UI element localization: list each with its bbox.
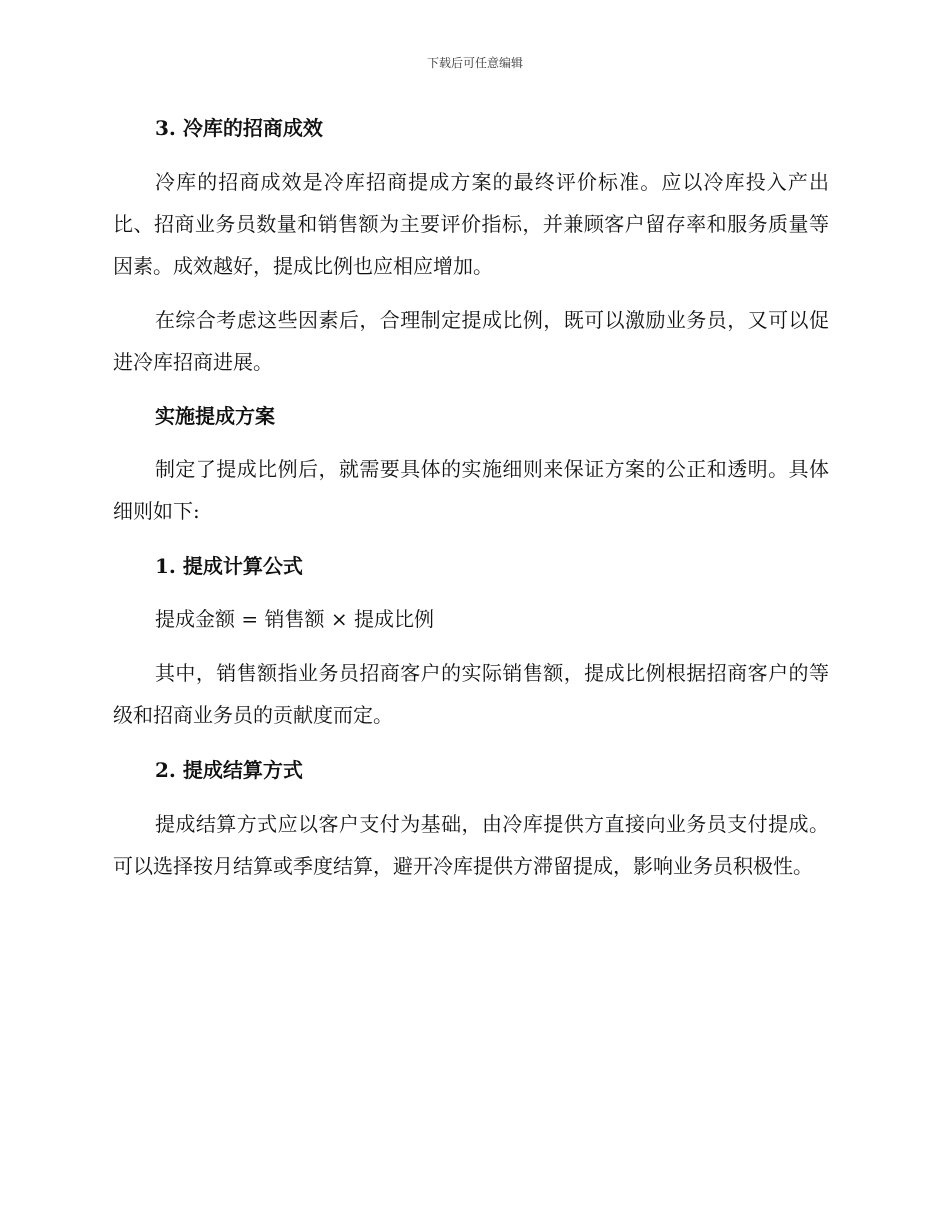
paragraph-results-conclusion: 在综合考虑这些因素后，合理制定提成比例，既可以激励业务员，又可以促进冷库招商进展。	[113, 308, 829, 374]
paragraph-implementation-intro: 制定了提成比例后，就需要具体的实施细则来保证方案的公正和透明。具体细则如下:	[113, 457, 829, 523]
page-header: 下载后可任意编辑	[426, 56, 523, 70]
section-heading-settlement: 2. 提成结算方式	[155, 758, 303, 782]
paragraph-results-criteria: 冷库的招商成效是冷库招商提成方案的最终评价标准。应以冷库投入产出比、招商业务员数量和销售额为主要评价指标，并兼顾客户留存率和服务质量等因素。成效越好，提成比例也应相应增加。	[113, 170, 829, 278]
section-heading-results: 3. 冷库的招商成效	[155, 116, 323, 140]
section-heading-formula: 1. 提成计算公式	[155, 554, 303, 578]
formula-line: 提成金额 = 销售额 × 提成比例	[155, 607, 434, 631]
paragraph-settlement-method: 提成结算方式应以客户支付为基础，由冷库提供方直接向业务员支付提成。可以选择按月结算或季度结算，避开冷库提供方滞留提成，影响业务员积极性。	[113, 812, 829, 878]
paragraph-formula-explanation: 其中，销售额指业务员招商客户的实际销售额，提成比例根据招商客户的等级和招商业务员的贡献度而定。	[113, 661, 829, 727]
section-heading-implementation: 实施提成方案	[155, 404, 275, 428]
document-body	[113, 108, 829, 887]
